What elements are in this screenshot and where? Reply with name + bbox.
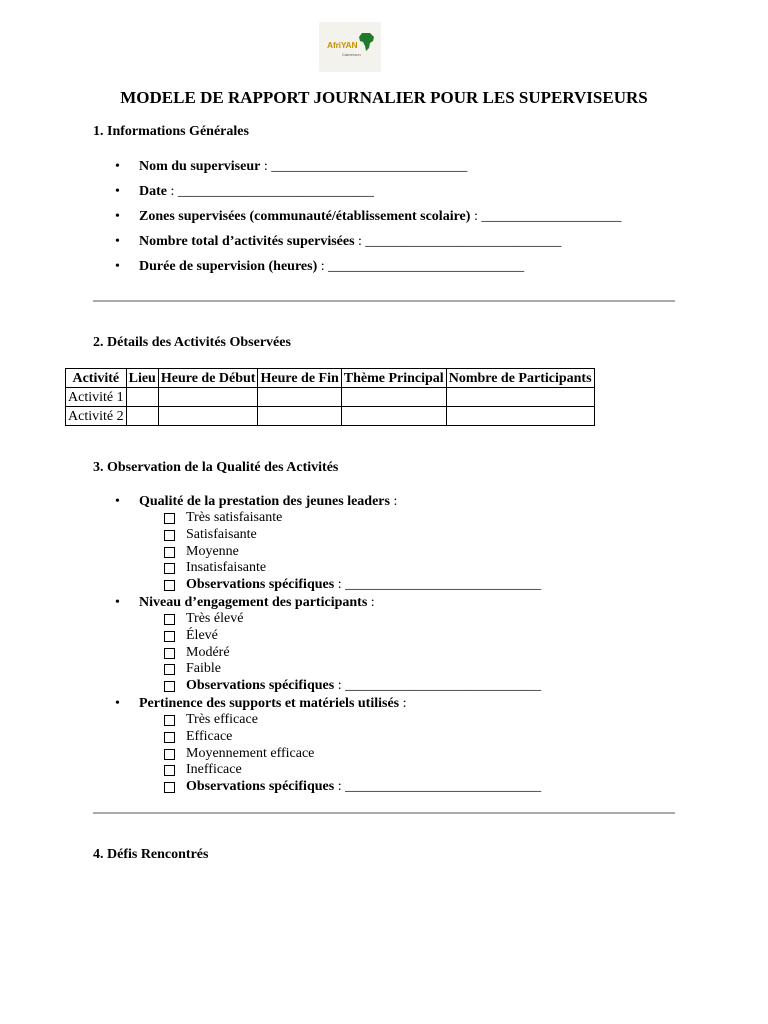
table-row	[66, 407, 595, 426]
checkbox-icon[interactable]	[164, 765, 175, 776]
table-cell[interactable]	[446, 388, 594, 407]
bullet-icon: •	[115, 494, 120, 509]
checkbox-icon[interactable]	[164, 513, 175, 524]
organization-logo	[319, 22, 381, 72]
engagement-question-group	[93, 594, 541, 695]
bullet-icon: •	[115, 696, 120, 711]
column-header: Lieu	[126, 369, 158, 388]
question-heading: • Qualité de la prestation des jeunes leaders :	[115, 494, 398, 509]
field-duration: • Durée de supervision (heures) : ____________________________	[115, 259, 525, 274]
column-header: Thème Principal	[341, 369, 446, 388]
table-header-row	[66, 369, 595, 388]
table-cell[interactable]	[126, 407, 158, 426]
field-zones: • Zones supervisées (communauté/établissement scolaire) : ____________________	[115, 209, 622, 224]
checkbox-icon[interactable]	[164, 715, 175, 726]
checkbox-option[interactable]: Très élevé	[93, 611, 541, 628]
field-supervisor-name: • Nom du superviseur : ____________________________	[115, 159, 468, 174]
table-row	[66, 388, 595, 407]
checkbox-option[interactable]: Satisfaisante	[93, 527, 541, 544]
checkbox-icon[interactable]	[164, 749, 175, 760]
checkbox-icon[interactable]	[164, 782, 175, 793]
section-2-heading: 2. Détails des Activités Observées	[93, 335, 291, 350]
checkbox-icon[interactable]	[164, 530, 175, 541]
table-cell[interactable]	[341, 388, 446, 407]
logo-wordmark: AfriYAN	[327, 40, 358, 50]
checkbox-icon[interactable]	[164, 631, 175, 642]
bullet-icon: •	[115, 209, 120, 224]
checkbox-option[interactable]: Efficace	[93, 729, 541, 746]
observations-field[interactable]: Observations spécifiques : ____________________________	[93, 779, 541, 796]
section-4-heading: 4. Défis Rencontrés	[93, 847, 209, 862]
question-heading: • Pertinence des supports et matériels utilisés :	[115, 696, 407, 711]
field-activity-count: • Nombre total d’activités supervisées : ____________________________	[115, 234, 562, 249]
checkbox-icon[interactable]	[164, 732, 175, 743]
checkbox-icon[interactable]	[164, 547, 175, 558]
section-divider	[93, 812, 675, 814]
table-cell[interactable]	[258, 388, 341, 407]
section-3-heading: 3. Observation de la Qualité des Activités	[93, 460, 339, 475]
checkbox-option[interactable]: Très satisfaisante	[93, 510, 541, 527]
column-header: Nombre de Participants	[446, 369, 594, 388]
bullet-icon: •	[115, 595, 120, 610]
materials-question-group	[93, 695, 541, 796]
checkbox-icon[interactable]	[164, 664, 175, 675]
checkbox-icon[interactable]	[164, 614, 175, 625]
question-heading: • Niveau d’engagement des participants :	[115, 595, 375, 610]
column-header: Activité	[66, 369, 127, 388]
table-cell[interactable]	[341, 407, 446, 426]
checkbox-option[interactable]: Moyenne	[93, 544, 541, 561]
document-title: MODELE DE RAPPORT JOURNALIER POUR LES SUPERVISEURS	[120, 88, 648, 107]
checkbox-option[interactable]: Insatisfaisante	[93, 560, 541, 577]
bullet-icon: •	[115, 234, 120, 249]
table-cell[interactable]	[258, 407, 341, 426]
table-cell: Activité 2	[66, 407, 127, 426]
africa-map-icon	[359, 32, 375, 52]
checkbox-icon[interactable]	[164, 563, 175, 574]
bullet-icon: •	[115, 259, 120, 274]
table-cell: Activité 1	[66, 388, 127, 407]
checkbox-icon[interactable]	[164, 648, 175, 659]
bullet-icon: •	[115, 159, 120, 174]
table-cell[interactable]	[158, 388, 258, 407]
checkbox-icon[interactable]	[164, 580, 175, 591]
bullet-icon: •	[115, 184, 120, 199]
checkbox-option[interactable]: Faible	[93, 661, 541, 678]
checkbox-icon[interactable]	[164, 681, 175, 692]
table-cell[interactable]	[446, 407, 594, 426]
column-header: Heure de Fin	[258, 369, 341, 388]
checkbox-option[interactable]: Modéré	[93, 645, 541, 662]
column-header: Heure de Début	[158, 369, 258, 388]
table-cell[interactable]	[126, 388, 158, 407]
checkbox-option[interactable]: Très efficace	[93, 712, 541, 729]
section-1-heading: 1. Informations Générales	[93, 124, 249, 139]
observations-field[interactable]: Observations spécifiques : ____________________________	[93, 678, 541, 695]
field-date: • Date : ____________________________	[115, 184, 374, 199]
general-info-list	[93, 158, 621, 283]
checkbox-option[interactable]: Moyennement efficace	[93, 746, 541, 763]
activities-table	[65, 368, 595, 426]
quality-question-group	[93, 493, 541, 594]
observations-field[interactable]: Observations spécifiques : ____________________________	[93, 577, 541, 594]
checkbox-option[interactable]: Inefficace	[93, 762, 541, 779]
logo-subtitle: Cameroun	[342, 52, 361, 57]
table-cell[interactable]	[158, 407, 258, 426]
checkbox-option[interactable]: Élevé	[93, 628, 541, 645]
section-divider	[93, 300, 675, 302]
